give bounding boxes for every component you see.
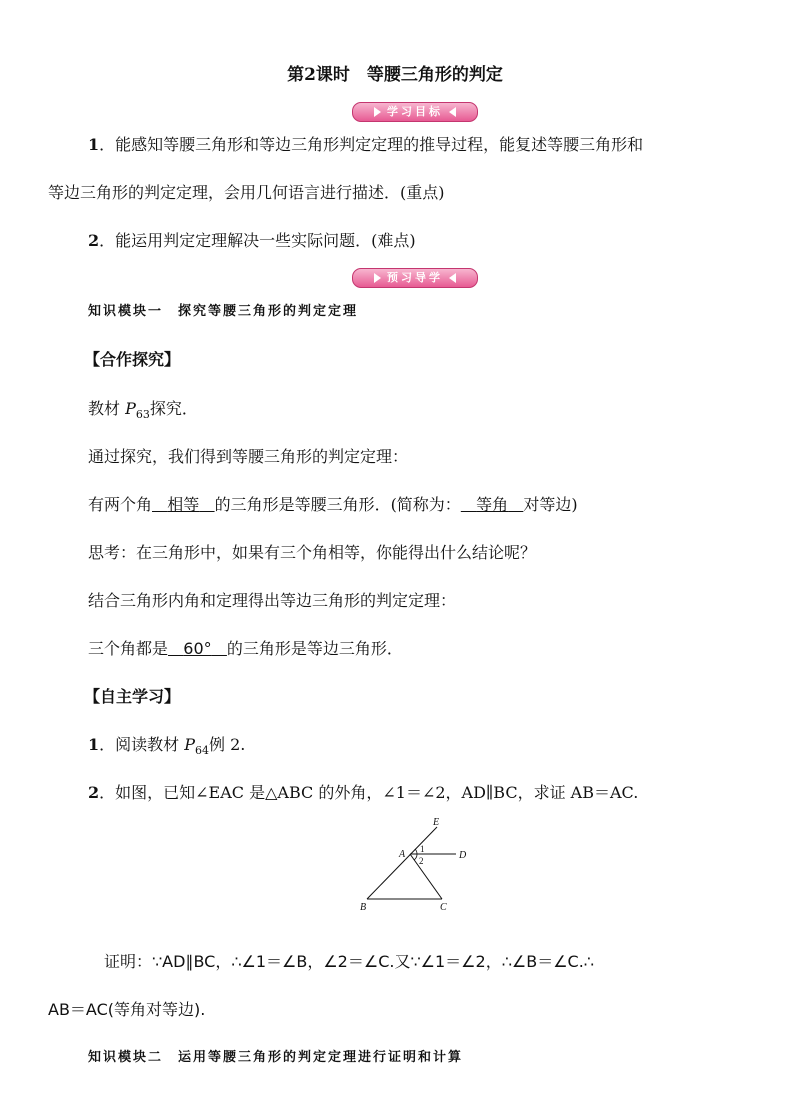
module2-heading: 知识模块二 运用等腰三角形的判定定理进行证明和计算 xyxy=(88,1050,464,1065)
objective-1-line1: 1．能感知等腰三角形和等边三角形判定定理的推导过程，能复述等腰三角形和 xyxy=(88,135,644,154)
through-text: 通过探究，我们得到等腰三角形的判定定理： xyxy=(88,447,409,466)
line-b-e xyxy=(367,827,437,899)
objectives-banner-label: 学习目标 xyxy=(387,105,443,118)
module1-heading: 知识模块一 探究等腰三角形的判定定理 xyxy=(88,304,359,319)
preview-banner xyxy=(352,268,478,288)
self-study-1: 1．阅读教材 $P_{64}$例 2. xyxy=(88,735,246,758)
label-angle-2: 2 xyxy=(419,856,424,866)
label-c: C xyxy=(440,902,447,913)
objective-1-line2: 等边三角形的判定定理，会用几何语言进行描述．(重点) xyxy=(48,183,445,202)
equilateral-theorem: 三个角都是 60° 的三角形是等边三角形． xyxy=(88,639,403,658)
objectives-banner xyxy=(352,102,478,122)
isosceles-theorem: 有两个角 相等 的三角形是等腰三角形．(简称为： 等角 对等边) xyxy=(88,495,578,514)
label-d: D xyxy=(459,850,467,861)
self-study-heading: 【自主学习】 xyxy=(84,687,181,706)
label-e: E xyxy=(433,817,440,828)
answer-blank-2: 等角 xyxy=(476,495,509,514)
label-a: A xyxy=(399,849,406,860)
answer-blank-3: 60° xyxy=(183,639,212,658)
proof-line-2: AB＝AC(等角对等边). xyxy=(48,1000,206,1019)
combine-text: 结合三角形内角和定理得出等边三角形的判定定理： xyxy=(88,591,457,610)
think-question: 思考：在三角形中，如果有三个角相等，你能得出什么结论呢？ xyxy=(88,543,537,562)
objective-2: 2．能运用判定定理解决一些实际问题．(难点) xyxy=(88,231,416,250)
page-title: 第2课时 等腰三角形的判定 xyxy=(287,65,503,85)
arrow-left-icon xyxy=(449,273,456,283)
line-a-c xyxy=(410,854,442,899)
textbook-ref: 教材 $P_{63}$探究． xyxy=(88,399,198,422)
angle-1-arc xyxy=(415,849,417,854)
coop-heading: 【合作探究】 xyxy=(84,350,181,369)
self-study-2: 2．如图，已知∠EAC 是△ABC 的外角，∠1＝∠2，AD∥BC，求证 AB＝AC. xyxy=(88,783,639,802)
geometry-figure xyxy=(350,812,480,916)
proof-line-1: 证明：∵AD∥BC，∴∠1＝∠B，∠2＝∠C.又∵∠1＝∠2，∴∠B＝∠C.∴ xyxy=(104,952,594,971)
preview-banner-label: 预习导学 xyxy=(387,271,443,284)
arrow-right-icon xyxy=(374,273,381,283)
arrow-left-icon xyxy=(449,107,456,117)
label-b: B xyxy=(360,902,367,913)
answer-blank-1: 相等 xyxy=(167,495,200,514)
arrow-right-icon xyxy=(374,107,381,117)
angle-2-arc xyxy=(414,854,417,860)
label-angle-1: 1 xyxy=(420,844,425,854)
